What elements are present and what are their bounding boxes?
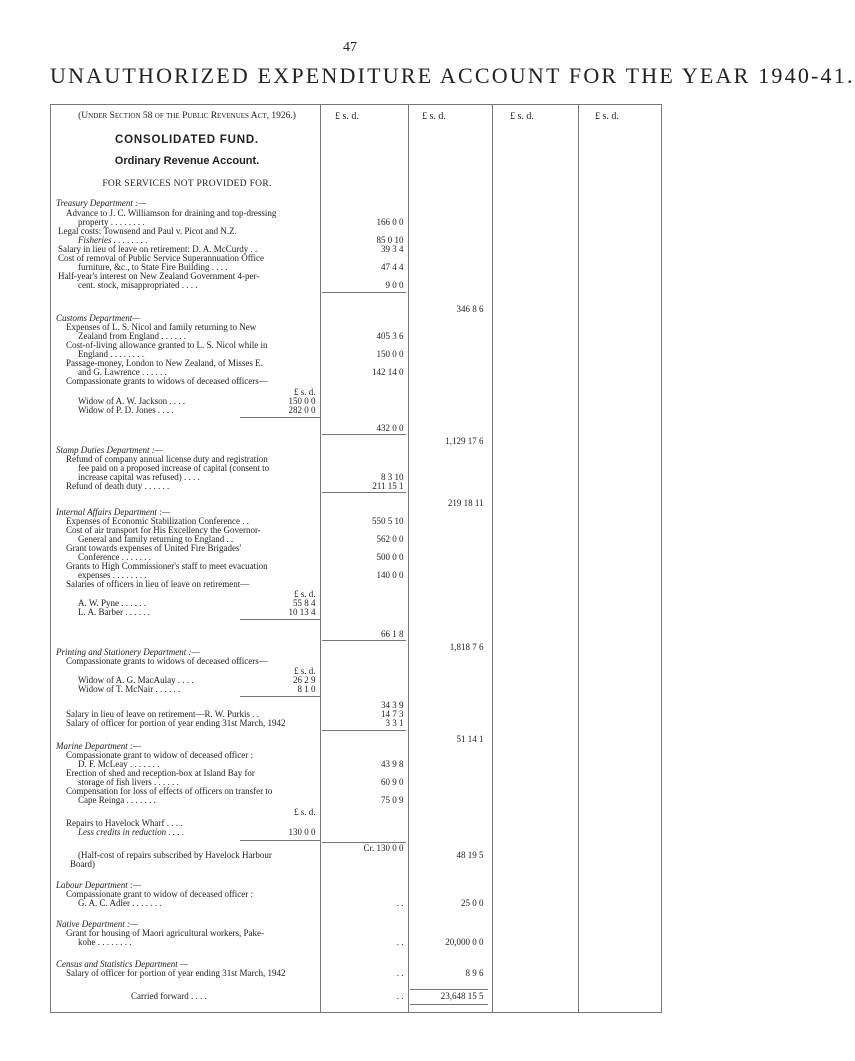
line-item: Refund of death duty . . . . . .	[66, 481, 170, 491]
sub-amount: 150 0 0	[288, 396, 320, 406]
amount-col-1: 150 0 0	[376, 349, 408, 359]
amount-col-1: 500 0 0	[376, 552, 408, 562]
amount-col-1: . .	[396, 898, 408, 908]
column-heading: £ s. d.	[510, 111, 534, 122]
amount-col-1: 166 0 0	[376, 217, 408, 227]
subtotal-rule	[240, 696, 320, 697]
line-item: Cost of air transport for His Excellency the Governor-	[66, 525, 261, 535]
amount-col-1: 14 7 3	[381, 709, 408, 719]
amount-col-2: 219 18 11	[447, 498, 488, 508]
line-item: Expenses of L. S. Nicol and family returning to New	[66, 322, 257, 332]
amount-col-1: 47 4 4	[381, 262, 408, 272]
amount-col-1: 39 3 4	[381, 244, 408, 254]
line-item: Widow of A. G. MacAulay . . . .	[78, 675, 194, 685]
amount-col-2: 23,648 15 5	[440, 991, 488, 1001]
column-heading: £ s. d.	[335, 111, 359, 122]
amount-col-1: Cr. 130 0 0	[363, 843, 408, 853]
account-heading: Ordinary Revenue Account.	[114, 155, 260, 167]
line-item: Half-year's interest on New Zealand Government 4-per-	[58, 271, 260, 281]
line-item: G. A. C. Adler . . . . . . .	[78, 898, 162, 908]
department-heading: Internal Affairs Department :—	[56, 507, 171, 517]
line-item: Compassionate grant to widow of deceased officer :	[66, 750, 254, 760]
line-item: Cost of removal of Public Service Superannuation Office	[58, 253, 265, 263]
page-number: 47	[343, 40, 357, 55]
table-top-rule	[50, 104, 662, 105]
line-item: Expenses of Economic Stabilization Conference . .	[66, 516, 249, 526]
line-item: Repairs to Havelock Wharf . . . .	[66, 818, 183, 828]
amount-col-2: 8 9 6	[465, 968, 488, 978]
line-item: Compassionate grant to widow of deceased officer :	[66, 889, 254, 899]
sub-amount: 55 8 4	[293, 598, 320, 608]
column-divider-3	[492, 104, 493, 1012]
line-item: Widow of T. McNair . . . . . .	[78, 684, 181, 694]
subtotal-rule	[322, 434, 406, 435]
amount-col-1: 3 3 1	[385, 718, 408, 728]
line-item: Cape Reinga . . . . . . .	[78, 795, 156, 805]
subtotal-rule	[322, 640, 406, 641]
amount-col-1: 142 14 0	[372, 367, 408, 377]
amount-col-1: . .	[396, 937, 408, 947]
line-item: Compensation for loss of effects of officers on transfer to	[66, 786, 273, 796]
line-item: Refund of company annual license duty and registration	[66, 454, 268, 464]
subtotal-rule	[322, 292, 406, 293]
department-heading: Labour Department :—	[56, 880, 141, 890]
amount-col-1: 550 5 10	[372, 516, 408, 526]
total-rule	[410, 989, 488, 990]
sub-amount: 8 1 0	[297, 684, 320, 694]
amount-col-1: 66 1 8	[381, 629, 408, 639]
amount-col-1: 8 3 10	[381, 472, 408, 482]
amount-col-1: 211 15 1	[372, 481, 408, 491]
amount-col-1: 85 0 10	[376, 235, 408, 245]
column-heading: £ s. d.	[422, 111, 446, 122]
amount-col-2: 20,000 0 0	[445, 937, 488, 947]
amount-col-1: 562 0 0	[376, 534, 408, 544]
amount-col-1: 75 0 9	[381, 795, 408, 805]
line-item: Salary in lieu of leave on retirement: D. A. McCurdy . .	[58, 244, 258, 254]
line-item: Grant towards expenses of United Fire Brigades'	[66, 543, 242, 553]
table-left-rule	[50, 104, 51, 1012]
line-item: Board)	[70, 859, 95, 869]
table-right-rule	[661, 104, 662, 1012]
line-item: Less credits in reduction . . . .	[78, 827, 185, 837]
sub-amount: £ s. d.	[293, 589, 320, 599]
line-item: Compassionate grants to widows of deceased officers—	[66, 656, 268, 666]
amount-col-2: 48 19 5	[456, 850, 488, 860]
amount-col-1: 43 9 8	[381, 759, 408, 769]
column-heading: £ s. d.	[595, 111, 619, 122]
line-item: Salary in lieu of leave on retirement—R. W. Purkis . .	[66, 709, 259, 719]
amount-col-1: 432 0 0	[376, 423, 408, 433]
line-item: expenses . . . . . . . .	[78, 570, 147, 580]
amount-col-2: 1,818 7 6	[449, 642, 488, 652]
line-item: Salary of officer for portion of year ending 31st March, 1942	[66, 718, 286, 728]
amount-col-1: . .	[396, 968, 408, 978]
line-item: kohe . . . . . . . .	[78, 937, 132, 947]
department-heading: Census and Statistics Department —	[56, 959, 188, 969]
line-item: Widow of P. D. Jones . . . .	[78, 405, 174, 415]
line-item: Grant for housing of Maori agricultural workers, Pake-	[66, 928, 264, 938]
line-item: (Half-cost of repairs subscribed by Havelock Harbour	[78, 850, 272, 860]
department-heading: Stamp Duties Department :—	[56, 445, 163, 455]
table-bottom-rule	[50, 1012, 662, 1013]
header-note: (Under Section 58 of the Public Revenues Act, 1926.)	[78, 111, 296, 121]
amount-col-2: 25 0 0	[461, 898, 488, 908]
sub-amount: 10 13 4	[288, 607, 320, 617]
amount-col-1: . .	[396, 991, 408, 1001]
line-item: Salaries of officers in lieu of leave on retirement—	[66, 579, 250, 589]
line-item: cent. stock, misappropriated . . . .	[78, 280, 198, 290]
line-item: Advance to J. C. Williamson for draining and top-dressing	[66, 208, 277, 218]
line-item: Carried forward . . . .	[131, 991, 207, 1001]
department-heading: Printing and Stationery Department :—	[56, 647, 200, 657]
subtotal-rule	[322, 730, 406, 731]
line-item: General and family returning to England . .	[78, 534, 234, 544]
line-item: Zealand from England . . . . . .	[78, 331, 186, 341]
amount-col-2: 346 8 6	[456, 304, 488, 314]
fund-heading: CONSOLIDATED FUND.	[115, 134, 259, 146]
amount-col-1: 34 3 9	[381, 700, 408, 710]
sub-amount: 26 2 9	[293, 675, 320, 685]
department-heading: Customs Department—	[56, 313, 141, 323]
subtotal-rule	[240, 417, 320, 418]
line-item: A. W. Pyne . . . . . .	[78, 598, 147, 608]
sub-amount: £ s. d.	[293, 387, 320, 397]
amount-col-1: 9 0 0	[385, 280, 408, 290]
line-item: Erection of shed and reception-box at Island Bay for	[66, 768, 255, 778]
line-item: fee paid on a proposed increase of capital (consent to	[78, 463, 270, 473]
line-item: D. F. McLeay . . . . . . .	[78, 759, 160, 769]
subtotal-rule	[240, 619, 320, 620]
line-item: Passage-money, London to New Zealand, of Misses E.	[66, 358, 263, 368]
line-item: Fisheries . . . . . . . .	[78, 235, 148, 245]
line-item: storage of fish livers . . . . . .	[78, 777, 179, 787]
subtotal-rule	[322, 492, 406, 493]
page-title: UNAUTHORIZED EXPENDITURE ACCOUNT FOR THE YEAR 1940-41.	[50, 63, 855, 88]
line-item: Cost-of-living allowance granted to L. S. Nicol while in	[66, 340, 268, 350]
line-item: Legal costs: Townsend and Paul v. Picot and N.Z.	[58, 226, 237, 236]
line-item: Widow of A. W. Jackson . . . .	[78, 396, 186, 406]
column-divider-2	[408, 104, 409, 1012]
line-item: furniture, &c., to State Fire Building . . . .	[78, 262, 228, 272]
department-heading: Treasury Department :—	[56, 198, 147, 208]
line-item: Grants to High Commissioner's staff to meet evacuation	[66, 561, 268, 571]
amount-col-1: 405 3 6	[376, 331, 408, 341]
line-item: L. A. Barber . . . . . .	[78, 607, 150, 617]
sub-amount: 130 0 0	[288, 827, 320, 837]
line-item: increase capital was refused) . . . .	[78, 472, 200, 482]
amount-col-1: 140 0 0	[376, 570, 408, 580]
amount-col-2: 1,129 17 6	[445, 436, 488, 446]
line-item: Compassionate grants to widows of deceased officers—	[66, 376, 268, 386]
amount-col-2: 51 14 1	[456, 734, 488, 744]
line-item: and G. Lawrence . . . . . .	[78, 367, 167, 377]
sub-amount: £ s. d.	[293, 666, 320, 676]
column-divider-4	[578, 104, 579, 1012]
line-item: Salary of officer for portion of year ending 31st March, 1942	[66, 968, 286, 978]
total-rule	[410, 1004, 488, 1005]
sub-amount: 282 0 0	[288, 405, 320, 415]
subtotal-rule	[240, 840, 320, 841]
line-item: Conference . . . . . . .	[78, 552, 151, 562]
department-heading: Marine Department :—	[56, 741, 141, 751]
services-heading: FOR SERVICES NOT PROVIDED FOR.	[102, 179, 272, 189]
amount-col-1: 60 9 0	[381, 777, 408, 787]
line-item: property . . . . . . . .	[78, 217, 145, 227]
sub-amount: £ s. d.	[293, 807, 320, 817]
line-item: England . . . . . . . .	[78, 349, 144, 359]
department-heading: Native Department :—	[56, 919, 138, 929]
